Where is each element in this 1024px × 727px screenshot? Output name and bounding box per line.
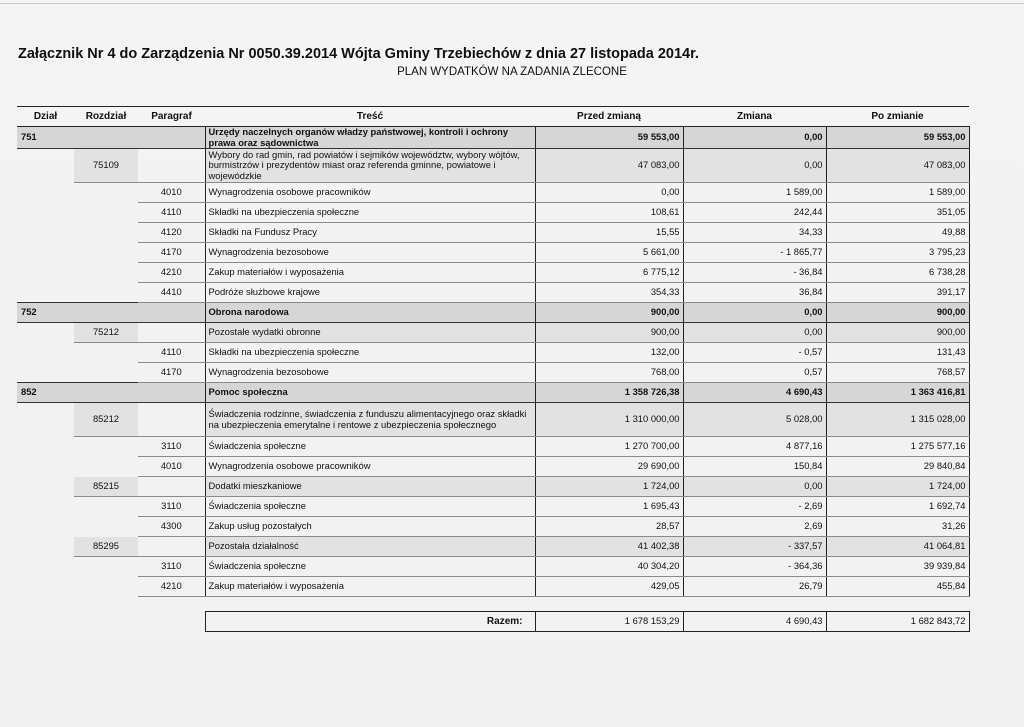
- spacer-cell: [17, 597, 969, 612]
- cell-po-zmianie: 351,05: [826, 203, 969, 223]
- cell-tresc: Składki na ubezpieczenia społeczne: [205, 343, 535, 363]
- cell-dzial: [17, 577, 74, 597]
- cell-zmiana: 0,00: [683, 149, 826, 183]
- cell-zmiana: 34,33: [683, 223, 826, 243]
- cell-paragraf: 3110: [138, 437, 205, 457]
- cell-paragraf: [138, 477, 205, 497]
- cell-zmiana: 0,00: [683, 323, 826, 343]
- cell-rozdzial: [74, 283, 138, 303]
- cell-tresc: Wybory do rad gmin, rad powiatów i sejmików województw, wybory wójtów, burmistrzów i prezydentów miast oraz referenda gminne, powiatowe i wojewódzkie: [205, 149, 535, 183]
- cell-po-zmianie: 455,84: [826, 577, 969, 597]
- cell-tresc: Świadczenia społeczne: [205, 437, 535, 457]
- cell-dzial: [17, 183, 74, 203]
- cell-zmiana: 4 690,43: [683, 383, 826, 403]
- cell-rozdzial: [74, 127, 138, 149]
- cell-po-zmianie: 391,17: [826, 283, 969, 303]
- cell-paragraf: 4120: [138, 223, 205, 243]
- cell-paragraf: [138, 403, 205, 437]
- cell-dzial: [17, 477, 74, 497]
- cell-po-zmianie: 1 275 577,16: [826, 437, 969, 457]
- document-title: Załącznik Nr 4 do Zarządzenia Nr 0050.39.2014 Wójta Gminy Trzebiechów z dnia 27 listopada 2014r.: [18, 46, 699, 62]
- cell-po-zmianie: 49,88: [826, 223, 969, 243]
- cell-zmiana: - 0,57: [683, 343, 826, 363]
- cell-przed-zmiana: 29 690,00: [535, 457, 683, 477]
- total-blank: [17, 612, 205, 632]
- cell-przed-zmiana: 1 310 000,00: [535, 403, 683, 437]
- cell-rozdzial: [74, 363, 138, 383]
- cell-paragraf: [138, 383, 205, 403]
- cell-tresc: Świadczenia rodzinne, świadczenia z funduszu alimentacyjnego oraz składki na ubezpieczenia emerytalne i rentowe z ubezpieczenia społecznego: [205, 403, 535, 437]
- cell-tresc: Wynagrodzenia bezosobowe: [205, 363, 535, 383]
- paragraf-row: [17, 283, 969, 303]
- cell-rozdzial: [74, 243, 138, 263]
- cell-paragraf: [138, 127, 205, 149]
- col-header-przed-zmiana: Przed zmianą: [535, 107, 683, 127]
- paragraf-row: [17, 183, 969, 203]
- cell-zmiana: 36,84: [683, 283, 826, 303]
- document-subtitle: PLAN WYDATKÓW NA ZADANIA ZLECONE: [397, 66, 627, 78]
- cell-rozdzial: [74, 457, 138, 477]
- cell-rozdzial: [74, 203, 138, 223]
- cell-dzial: [17, 203, 74, 223]
- cell-tresc: Pozostałe wydatki obronne: [205, 323, 535, 343]
- cell-zmiana: 0,00: [683, 127, 826, 149]
- cell-po-zmianie: 31,26: [826, 517, 969, 537]
- cell-rozdzial: 85295: [74, 537, 138, 557]
- cell-po-zmianie: 59 553,00: [826, 127, 969, 149]
- cell-rozdzial: [74, 557, 138, 577]
- cell-paragraf: 4010: [138, 457, 205, 477]
- cell-po-zmianie: 768,57: [826, 363, 969, 383]
- cell-przed-zmiana: 59 553,00: [535, 127, 683, 149]
- col-header-rozdzial: Rozdział: [74, 107, 138, 127]
- paragraf-row: [17, 557, 969, 577]
- cell-zmiana: - 2,69: [683, 497, 826, 517]
- cell-przed-zmiana: 47 083,00: [535, 149, 683, 183]
- cell-zmiana: 150,84: [683, 457, 826, 477]
- cell-dzial: [17, 363, 74, 383]
- cell-rozdzial: 85215: [74, 477, 138, 497]
- cell-przed-zmiana: 429,05: [535, 577, 683, 597]
- cell-dzial: [17, 557, 74, 577]
- cell-przed-zmiana: 41 402,38: [535, 537, 683, 557]
- cell-paragraf: 4110: [138, 343, 205, 363]
- paragraf-row: [17, 203, 969, 223]
- col-header-zmiana: Zmiana: [683, 107, 826, 127]
- cell-dzial: [17, 457, 74, 477]
- rozdzial-row: [17, 537, 969, 557]
- cell-paragraf: [138, 303, 205, 323]
- cell-po-zmianie: 39 939,84: [826, 557, 969, 577]
- dzial-row: [17, 127, 969, 149]
- cell-rozdzial: [74, 497, 138, 517]
- paragraf-row: [17, 457, 969, 477]
- total-zmiana: 4 690,43: [683, 612, 826, 632]
- cell-przed-zmiana: 768,00: [535, 363, 683, 383]
- cell-przed-zmiana: 15,55: [535, 223, 683, 243]
- cell-po-zmianie: 29 840,84: [826, 457, 969, 477]
- cell-dzial: [17, 323, 74, 343]
- cell-tresc: Składki na Fundusz Pracy: [205, 223, 535, 243]
- table-body: [17, 127, 969, 632]
- cell-dzial: [17, 437, 74, 457]
- cell-paragraf: 4110: [138, 203, 205, 223]
- cell-tresc: Świadczenia społeczne: [205, 557, 535, 577]
- cell-po-zmianie: 47 083,00: [826, 149, 969, 183]
- cell-tresc: Dodatki mieszkaniowe: [205, 477, 535, 497]
- cell-po-zmianie: 1 363 416,81: [826, 383, 969, 403]
- col-header-po-zmianie: Po zmianie: [826, 107, 969, 127]
- cell-przed-zmiana: 1 724,00: [535, 477, 683, 497]
- cell-dzial: [17, 517, 74, 537]
- cell-tresc: Obrona narodowa: [205, 303, 535, 323]
- cell-rozdzial: [74, 517, 138, 537]
- col-header-dzial: Dział: [17, 107, 74, 127]
- cell-przed-zmiana: 40 304,20: [535, 557, 683, 577]
- cell-przed-zmiana: 5 661,00: [535, 243, 683, 263]
- cell-przed-zmiana: 28,57: [535, 517, 683, 537]
- cell-rozdzial: 75212: [74, 323, 138, 343]
- paragraf-row: [17, 343, 969, 363]
- cell-przed-zmiana: 1 695,43: [535, 497, 683, 517]
- cell-dzial: [17, 263, 74, 283]
- cell-przed-zmiana: 1 270 700,00: [535, 437, 683, 457]
- cell-dzial: [17, 243, 74, 263]
- cell-paragraf: 4010: [138, 183, 205, 203]
- paragraf-row: [17, 497, 969, 517]
- cell-przed-zmiana: 1 358 726,38: [535, 383, 683, 403]
- cell-zmiana: 1 589,00: [683, 183, 826, 203]
- total-po-zmianie: 1 682 843,72: [826, 612, 969, 632]
- cell-po-zmianie: 131,43: [826, 343, 969, 363]
- cell-rozdzial: [74, 383, 138, 403]
- cell-paragraf: 4300: [138, 517, 205, 537]
- cell-tresc: Składki na ubezpieczenia społeczne: [205, 203, 535, 223]
- paragraf-row: [17, 263, 969, 283]
- cell-rozdzial: [74, 263, 138, 283]
- cell-paragraf: 4210: [138, 263, 205, 283]
- cell-tresc: Wynagrodzenia osobowe pracowników: [205, 183, 535, 203]
- cell-paragraf: [138, 323, 205, 343]
- cell-po-zmianie: 900,00: [826, 323, 969, 343]
- cell-zmiana: - 1 865,77: [683, 243, 826, 263]
- paragraf-row: [17, 363, 969, 383]
- cell-po-zmianie: 6 738,28: [826, 263, 969, 283]
- col-header-paragraf: Paragraf: [138, 107, 205, 127]
- cell-tresc: Zakup materiałów i wyposażenia: [205, 577, 535, 597]
- cell-zmiana: 26,79: [683, 577, 826, 597]
- cell-dzial: [17, 223, 74, 243]
- cell-przed-zmiana: 132,00: [535, 343, 683, 363]
- dzial-row: [17, 303, 969, 323]
- cell-tresc: Wynagrodzenia osobowe pracowników: [205, 457, 535, 477]
- cell-zmiana: 5 028,00: [683, 403, 826, 437]
- cell-dzial: [17, 403, 74, 437]
- cell-zmiana: 0,00: [683, 303, 826, 323]
- cell-tresc: Świadczenia społeczne: [205, 497, 535, 517]
- cell-zmiana: 0,57: [683, 363, 826, 383]
- total-label: Razem:: [205, 612, 535, 632]
- cell-zmiana: 2,69: [683, 517, 826, 537]
- cell-zmiana: 4 877,16: [683, 437, 826, 457]
- cell-po-zmianie: 1 724,00: [826, 477, 969, 497]
- cell-dzial: 752: [17, 303, 74, 323]
- paragraf-row: [17, 577, 969, 597]
- cell-po-zmianie: 1 692,74: [826, 497, 969, 517]
- cell-zmiana: 0,00: [683, 477, 826, 497]
- dzial-row: [17, 383, 969, 403]
- cell-dzial: 852: [17, 383, 74, 403]
- rozdzial-row: [17, 477, 969, 497]
- cell-paragraf: [138, 149, 205, 183]
- paragraf-row: [17, 243, 969, 263]
- cell-paragraf: 4410: [138, 283, 205, 303]
- cell-tresc: Pomoc społeczna: [205, 383, 535, 403]
- paragraf-row: [17, 223, 969, 243]
- cell-dzial: [17, 149, 74, 183]
- cell-rozdzial: [74, 577, 138, 597]
- cell-tresc: Pozostała działalność: [205, 537, 535, 557]
- total-row: [17, 612, 969, 632]
- cell-rozdzial: [74, 303, 138, 323]
- cell-dzial: [17, 537, 74, 557]
- cell-paragraf: 4210: [138, 577, 205, 597]
- paragraf-row: [17, 437, 969, 457]
- cell-dzial: [17, 343, 74, 363]
- cell-dzial: 751: [17, 127, 74, 149]
- expenditure-table: [17, 106, 970, 632]
- cell-zmiana: - 36,84: [683, 263, 826, 283]
- col-header-tresc: Treść: [205, 107, 535, 127]
- scan-edge-line: [0, 3, 1024, 4]
- cell-zmiana: 242,44: [683, 203, 826, 223]
- paragraf-row: [17, 517, 969, 537]
- cell-tresc: Zakup usług pozostałych: [205, 517, 535, 537]
- cell-rozdzial: [74, 183, 138, 203]
- total-przed-zmiana: 1 678 153,29: [535, 612, 683, 632]
- cell-paragraf: 4170: [138, 363, 205, 383]
- cell-paragraf: 3110: [138, 497, 205, 517]
- cell-po-zmianie: 900,00: [826, 303, 969, 323]
- cell-tresc: Podróże służbowe krajowe: [205, 283, 535, 303]
- cell-po-zmianie: 3 795,23: [826, 243, 969, 263]
- rozdzial-row: [17, 403, 969, 437]
- cell-po-zmianie: 1 589,00: [826, 183, 969, 203]
- cell-rozdzial: 75109: [74, 149, 138, 183]
- cell-zmiana: - 364,36: [683, 557, 826, 577]
- cell-zmiana: - 337,57: [683, 537, 826, 557]
- cell-po-zmianie: 41 064,81: [826, 537, 969, 557]
- cell-przed-zmiana: 900,00: [535, 323, 683, 343]
- cell-przed-zmiana: 108,61: [535, 203, 683, 223]
- cell-po-zmianie: 1 315 028,00: [826, 403, 969, 437]
- rozdzial-row: [17, 323, 969, 343]
- cell-tresc: Zakup materiałów i wyposażenia: [205, 263, 535, 283]
- cell-rozdzial: [74, 437, 138, 457]
- cell-paragraf: [138, 537, 205, 557]
- table-header-row: [17, 107, 969, 127]
- rozdzial-row: [17, 149, 969, 183]
- cell-tresc: Urzędy naczelnych organów władzy państwowej, kontroli i ochrony prawa oraz sądownictwa: [205, 127, 535, 149]
- spacer-row: [17, 597, 969, 612]
- cell-rozdzial: 85212: [74, 403, 138, 437]
- cell-paragraf: 4170: [138, 243, 205, 263]
- cell-przed-zmiana: 0,00: [535, 183, 683, 203]
- cell-paragraf: 3110: [138, 557, 205, 577]
- cell-przed-zmiana: 900,00: [535, 303, 683, 323]
- cell-dzial: [17, 283, 74, 303]
- cell-rozdzial: [74, 223, 138, 243]
- cell-przed-zmiana: 6 775,12: [535, 263, 683, 283]
- cell-rozdzial: [74, 343, 138, 363]
- cell-dzial: [17, 497, 74, 517]
- cell-przed-zmiana: 354,33: [535, 283, 683, 303]
- cell-tresc: Wynagrodzenia bezosobowe: [205, 243, 535, 263]
